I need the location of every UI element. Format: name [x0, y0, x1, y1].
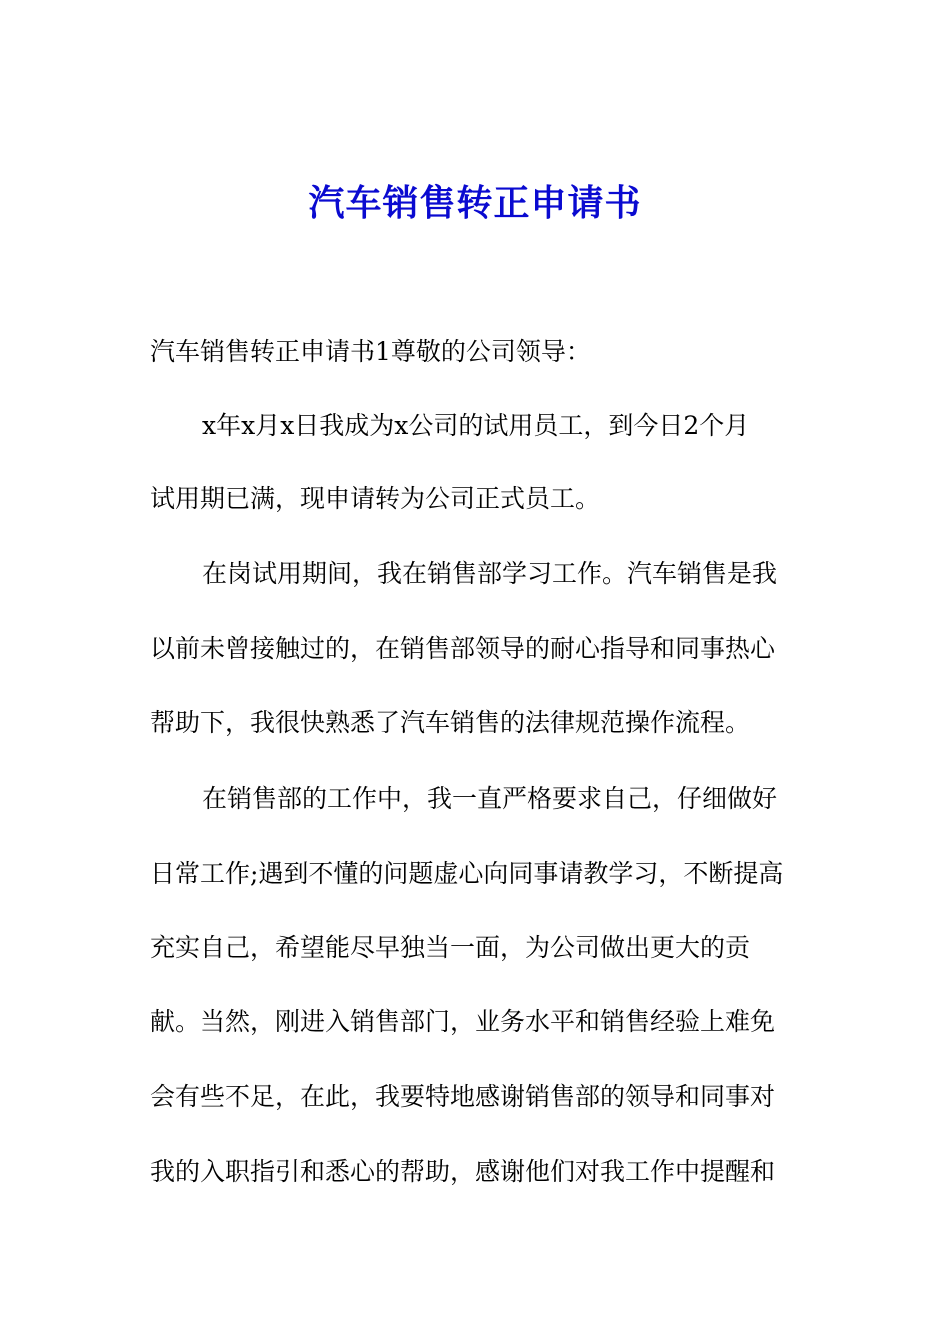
paragraph-line: 会有些不足，在此，我要特地感谢销售部的领导和同事对 — [150, 1082, 776, 1111]
paragraph-line: 在销售部的工作中，我一直严格要求自己，仔细做好 — [202, 784, 778, 813]
paragraph-line: 以前未曾接触过的，在销售部领导的耐心指导和同事热心 — [150, 634, 776, 663]
paragraph-line: 我的入职指引和悉心的帮助，感谢他们对我工作中提醒和 — [150, 1157, 776, 1186]
paragraph-line: 日常工作;遇到不懂的问题虚心向同事请教学习，不断提高 — [150, 859, 784, 888]
paragraph-line: 试用期已满，现申请转为公司正式员工。 — [150, 484, 601, 513]
paragraph-line: 献。当然，刚进入销售部门，业务水平和销售经验上难免 — [150, 1007, 776, 1036]
paragraph-line: 帮助下，我很快熟悉了汽车销售的法律规范操作流程。 — [150, 708, 751, 737]
paragraph-line: 汽车销售转正申请书1尊敬的公司领导： — [150, 337, 591, 366]
paragraph-line: 充实自己，希望能尽早独当一面，为公司做出更大的贡 — [150, 933, 751, 962]
paragraph-line: 在岗试用期间，我在销售部学习工作。汽车销售是我 — [202, 559, 778, 588]
paragraph-line: x年x月x日我成为x公司的试用员工，到今日2个月 — [202, 411, 750, 440]
document-title: 汽车销售转正申请书 — [308, 182, 642, 224]
